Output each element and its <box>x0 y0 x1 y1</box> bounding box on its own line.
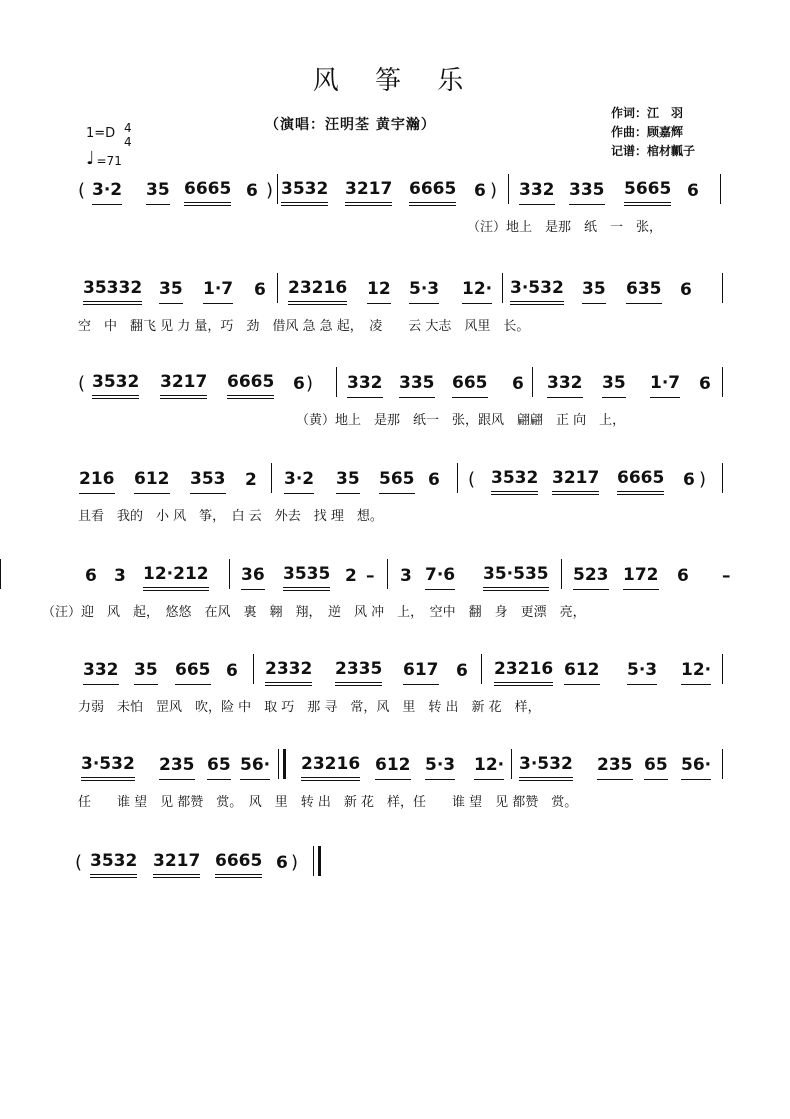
note-group: 6 <box>474 181 486 201</box>
note-group: 6 <box>687 181 699 201</box>
note-group: 23216 <box>494 656 553 686</box>
note-group: 235 <box>159 751 195 780</box>
note-group: 6 <box>677 566 689 586</box>
note-group: 216 <box>79 465 115 494</box>
note-group: 523 <box>573 561 609 590</box>
note-group: 6 <box>276 853 288 873</box>
note-group: 3532 <box>92 369 139 399</box>
note-group: 35332 <box>83 275 142 305</box>
note-group: 35 <box>582 275 606 304</box>
note-group: 6 <box>428 470 440 490</box>
song-title: 风 筝 乐 <box>312 66 478 96</box>
note-group: 12· <box>462 275 492 304</box>
note-group: 6665 <box>215 848 262 878</box>
note-group: 3·2 <box>92 176 122 205</box>
note-group: 65 <box>207 751 231 780</box>
lyric-line: （黄）地上 是那 纸一 张，跟风 翩翩 正 向 上， <box>296 413 626 428</box>
note-group: 56· <box>240 751 270 780</box>
lyric-line: 且看 我的 小 风 筝， 白 云 外去 找 理 想。 <box>78 509 383 524</box>
note-group: 6 <box>699 374 711 394</box>
bracket: ) <box>490 180 498 201</box>
note-group: 6 <box>85 566 97 586</box>
note-group: 3·532 <box>519 751 573 781</box>
barline <box>253 654 254 684</box>
note-group: 3 <box>400 566 412 586</box>
staff-line <box>0 561 790 641</box>
bracket: ) <box>291 852 299 873</box>
lyric-line: （汪）迎 风 起， 悠悠 在风 裏 翱 翔， 逆 风 冲 上， 空中 翻 身 更漂 亮， <box>42 605 586 620</box>
staff-line <box>0 369 790 449</box>
performers-line: （演唱：汪明荃 黄宇瀚） <box>265 117 436 133</box>
note-group: 35 <box>602 369 626 398</box>
note-group: 332 <box>347 369 383 398</box>
barline <box>722 749 723 779</box>
note-group: 3217 <box>153 848 200 878</box>
transcriber-credit: 记谱：棺材瓤子 <box>611 144 696 158</box>
note-group: 3·2 <box>284 465 314 494</box>
note-group: 2 <box>345 566 357 586</box>
bracket: ) <box>266 180 274 201</box>
note-group: 7·6 <box>425 561 455 590</box>
note-group: 5665 <box>624 176 671 206</box>
note-group: 6 <box>683 470 695 490</box>
note-group: 5·3 <box>425 751 455 780</box>
note-group: 6 <box>254 280 266 300</box>
barline <box>722 654 723 684</box>
barline <box>387 559 388 589</box>
note-group: 36 <box>241 561 265 590</box>
barline <box>532 367 533 397</box>
note-group: 3·532 <box>510 275 564 305</box>
note-group: 335 <box>399 369 435 398</box>
note-group: 332 <box>519 176 555 205</box>
note-group: 332 <box>547 369 583 398</box>
bracket: ) <box>306 373 314 394</box>
note-group: 12· <box>474 751 504 780</box>
staff-line <box>0 656 790 736</box>
tempo-value: =71 <box>96 154 122 168</box>
lyric-line: （汪）地上 是那 纸 一 张， <box>467 220 663 235</box>
lyric-line: 空 中 翻飞 见 力 量，巧 劲 借风 急 急 起， 凌 云 大志 风里 长。 <box>78 319 530 334</box>
note-group: 6 <box>226 661 238 681</box>
lyric-line: 力弱 未怕 罡风 吹，险 中 取 巧 那 寻 常，风 里 转 出 新 花 样， <box>78 700 541 715</box>
quarter-note-icon: ♩ <box>86 148 95 169</box>
note-group: 65 <box>644 751 668 780</box>
note-group: 3·532 <box>81 751 135 781</box>
note-group: 3532 <box>90 848 137 878</box>
note-group: 2332 <box>265 656 312 686</box>
note-group: 172 <box>623 561 659 590</box>
note-group: 235 <box>597 751 633 780</box>
note-group: 23216 <box>301 751 360 781</box>
key-signature: 1=D <box>86 126 116 141</box>
staff-line <box>0 465 790 545</box>
staff-line <box>0 751 790 831</box>
barline <box>277 273 278 303</box>
final-barline <box>313 846 314 876</box>
note-group: 1·7 <box>650 369 680 398</box>
note-group: 6 <box>293 374 305 394</box>
tempo-marking <box>86 150 122 168</box>
credits-block <box>611 104 695 161</box>
note-group: 6665 <box>409 176 456 206</box>
note-group: – <box>366 566 375 586</box>
bracket: ( <box>468 469 476 490</box>
note-group: 1·7 <box>203 275 233 304</box>
note-group: 3217 <box>552 465 599 495</box>
time-signature <box>124 121 132 149</box>
note-group: 35 <box>159 275 183 304</box>
note-group: 612 <box>134 465 170 494</box>
barline <box>271 463 272 493</box>
lyric-line: 任 谁 望 见 都赞 赏。 风 里 转 出 新 花 样，任 谁 望 见 都赞 赏。 <box>78 795 578 810</box>
note-group: 665 <box>452 369 488 398</box>
note-group: 6665 <box>227 369 274 399</box>
note-group: 3532 <box>281 176 328 206</box>
time-signature-top: 4 <box>124 121 132 135</box>
barline <box>720 174 721 204</box>
note-group: 5·3 <box>627 656 657 685</box>
note-group: 12 <box>367 275 391 304</box>
composer-credit: 作曲：顾嘉辉 <box>611 125 684 139</box>
barline <box>277 174 278 204</box>
barline <box>0 559 1 589</box>
note-group: 3217 <box>160 369 207 399</box>
barline <box>481 654 482 684</box>
barline <box>457 463 458 493</box>
note-group: 6665 <box>617 465 664 495</box>
note-group: 12·212 <box>143 561 209 591</box>
note-group: 2 <box>245 470 257 490</box>
note-group: 6 <box>456 661 468 681</box>
note-group: 353 <box>190 465 226 494</box>
note-group: 565 <box>379 465 415 494</box>
staff-line <box>0 275 790 355</box>
note-group: 635 <box>626 275 662 304</box>
time-signature-bottom: 4 <box>124 135 132 149</box>
note-group: 2335 <box>335 656 382 686</box>
bracket: ) <box>699 469 707 490</box>
bracket: ( <box>78 180 86 201</box>
barline <box>502 273 503 303</box>
note-group: 35 <box>336 465 360 494</box>
barline <box>722 463 723 493</box>
note-group: 617 <box>403 656 439 685</box>
note-group: 612 <box>564 656 600 685</box>
barline <box>722 367 723 397</box>
note-group: 6665 <box>184 176 231 206</box>
staff-line <box>0 848 790 928</box>
note-group: 5·3 <box>409 275 439 304</box>
note-group: 23216 <box>288 275 347 305</box>
bracket: ( <box>75 852 83 873</box>
note-group: 56· <box>681 751 711 780</box>
note-group: – <box>722 566 731 586</box>
note-group: 6 <box>512 374 524 394</box>
note-group: 3535 <box>283 561 330 591</box>
note-group: 35·535 <box>483 561 549 591</box>
note-group: 665 <box>175 656 211 685</box>
barline <box>511 749 512 779</box>
note-group: 12· <box>681 656 711 685</box>
note-group: 6 <box>680 280 692 300</box>
note-group: 332 <box>83 656 119 685</box>
barline <box>561 559 562 589</box>
barline-thick <box>318 846 321 876</box>
note-group: 3532 <box>491 465 538 495</box>
note-group: 6 <box>246 181 258 201</box>
barline-thick <box>283 749 286 779</box>
note-group: 335 <box>569 176 605 205</box>
barline <box>229 559 230 589</box>
staff-line <box>0 176 790 256</box>
barline <box>722 273 723 303</box>
barline <box>336 367 337 397</box>
note-group: 3217 <box>345 176 392 206</box>
repeat-barline <box>278 749 279 779</box>
note-group: 35 <box>146 176 170 205</box>
bracket: ( <box>78 373 86 394</box>
note-group: 612 <box>375 751 411 780</box>
note-group: 3 <box>114 566 126 586</box>
lyricist-credit: 作词：江 羽 <box>611 106 684 120</box>
note-group: 35 <box>134 656 158 685</box>
barline <box>508 174 509 204</box>
